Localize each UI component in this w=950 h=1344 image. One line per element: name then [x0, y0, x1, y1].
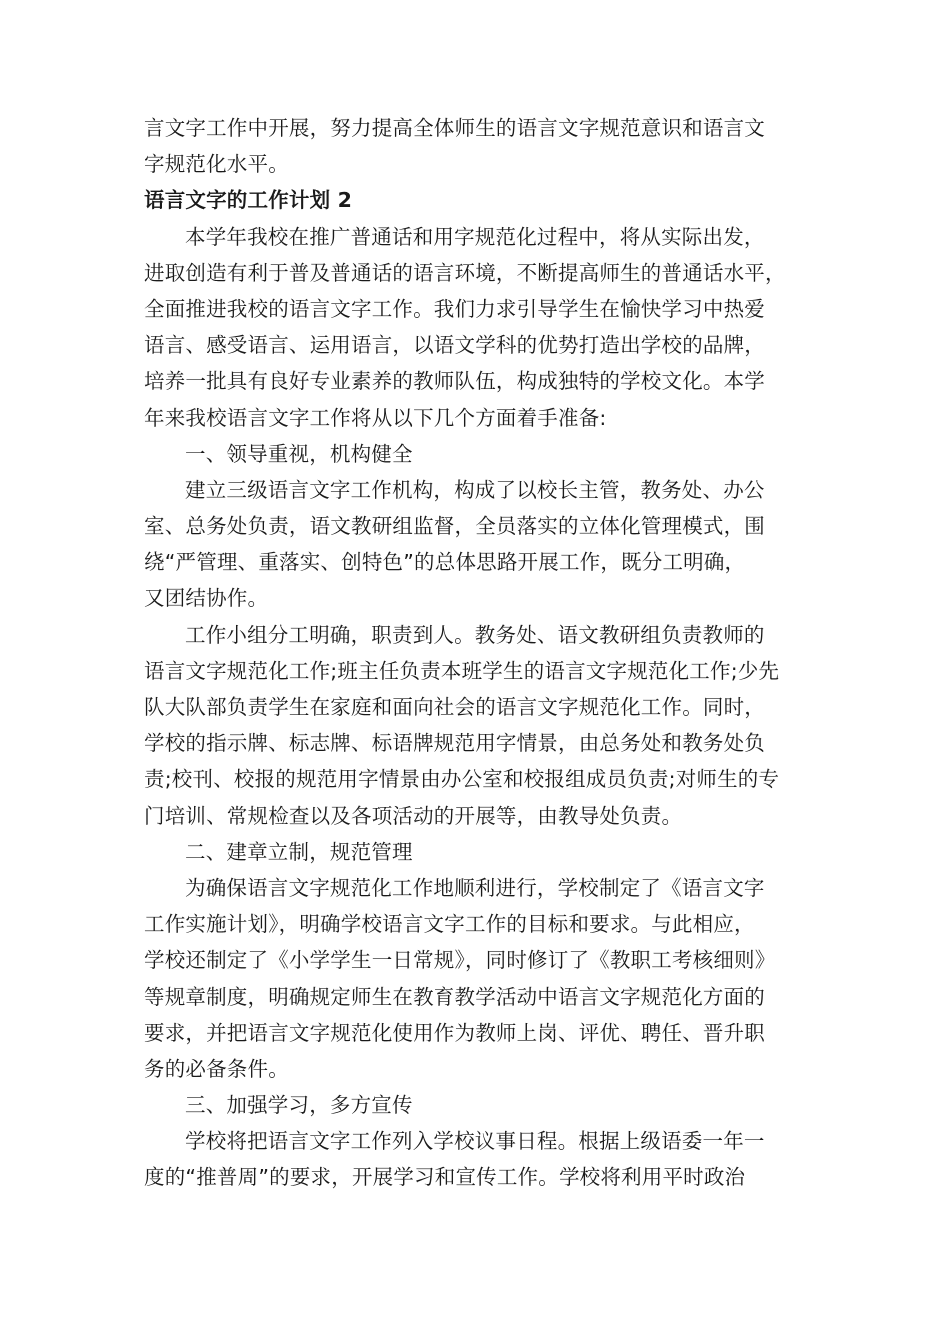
text-line: 字规范化水平。: [144, 152, 289, 177]
text-line: 年来我校语言文字工作将从以下几个方面着手准备:: [144, 405, 607, 430]
subheading: 二、建章立制，规范管理: [185, 839, 413, 864]
text-line: 务的必备条件。: [144, 1056, 289, 1081]
text-line: 队大队部负责学生在家庭和面向社会的语言文字规范化工作。同时，: [144, 695, 765, 719]
text-line: 建立三级语言文字工作机构，构成了以校长主管，教务处、办公: [185, 477, 765, 502]
subheading: 一、领导重视，机构健全: [185, 441, 413, 466]
subheading: 三、加强学习，多方宣传: [185, 1093, 413, 1118]
text-line: 学校还制定了《小学学生一日常规》，同时修订了《教职工考核细则》: [144, 948, 776, 973]
document-body: [144, 110, 809, 1196]
text-line: 培养一批具有良好专业素养的教师队伍，构成独特的学校文化。本学: [144, 369, 765, 394]
text-line: 责;校刊、校报的规范用字情景由办公室和校报组成员负责;对师生的专: [144, 767, 780, 792]
text-line: 全面推进我校的语言文字工作。我们力求引导学生在愉快学习中热爱: [144, 296, 765, 321]
text-line: 进取创造有利于普及普通话的语言环境，不断提高师生的普通话水平，: [144, 260, 786, 285]
text-line: 度的“推普周”的要求，开展学习和宣传工作。学校将利用平时政治: [144, 1165, 746, 1190]
text-line: 为确保语言文字规范化工作地顺利进行，学校制定了《语言文字: [185, 875, 765, 900]
section-title: 语言文字的工作计划 2: [144, 188, 353, 213]
text-line: 等规章制度，明确规定师生在教育教学活动中语言文字规范化方面的: [144, 984, 765, 1009]
text-line: 学校将把语言文字工作列入学校议事日程。根据上级语委一年一: [185, 1129, 765, 1154]
text-line: 工作小组分工明确，职责到人。教务处、语文教研组负责教师的: [185, 622, 765, 647]
text-line: 语言、感受语言、运用语言，以语文学科的优势打造出学校的品牌，: [144, 333, 765, 358]
text-line: 本学年我校在推广普通话和用字规范化过程中，将从实际出发，: [185, 224, 765, 249]
text-line: 要求，并把语言文字规范化使用作为教师上岗、评优、聘任、晋升职: [144, 1020, 765, 1045]
text-line: 工作实施计划》，明确学校语言文字工作的目标和要求。与此相应，: [144, 912, 755, 937]
text-line: 又团结协作。: [144, 586, 269, 611]
text-line: 语言文字规范化工作;班主任负责本班学生的语言文字规范化工作;少先: [144, 658, 780, 683]
text-line: 绕“严管理、重落实、创特色”的总体思路开展工作，既分工明确，: [144, 550, 746, 575]
text-line: 室、总务处负责，语文教研组监督，全员落实的立体化管理模式，围: [144, 514, 765, 539]
text-line: 门培训、常规检查以及各项活动的开展等，由教导处负责。: [144, 803, 683, 828]
text-line: 学校的指示牌、标志牌、标语牌规范用字情景，由总务处和教务处负: [144, 731, 765, 756]
text-line: 言文字工作中开展，努力提高全体师生的语言文字规范意识和语言文: [144, 116, 765, 140]
